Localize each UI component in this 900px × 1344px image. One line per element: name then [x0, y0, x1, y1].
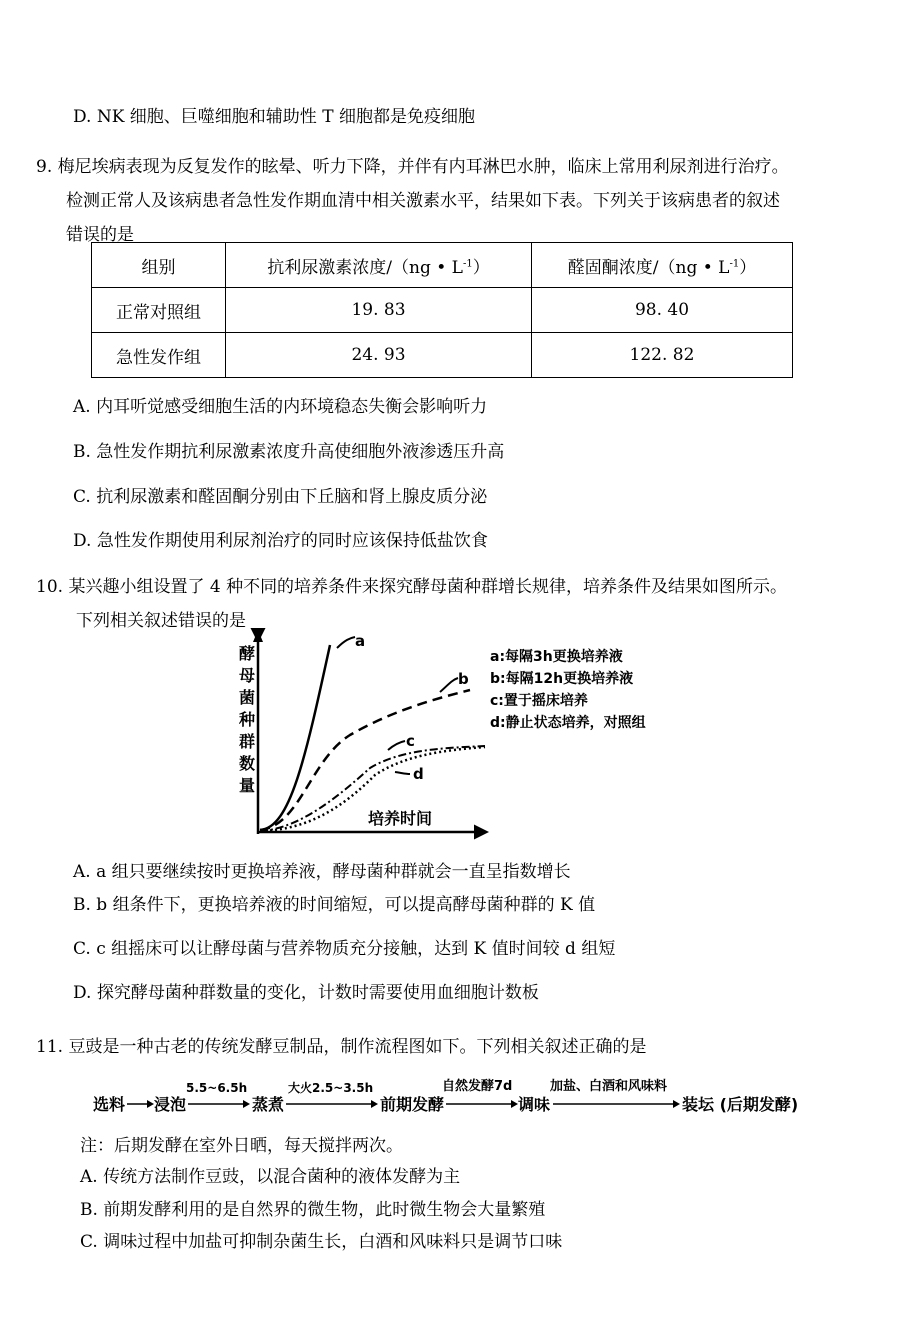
curve-a-label: a [355, 632, 366, 650]
curve-c-label: c [406, 732, 415, 750]
header-group: 组别 [92, 243, 226, 288]
q10-option-c: C. c 组摇床可以让酵母菌与营养物质充分接触，达到 K 值时间较 d 组短 [73, 939, 616, 959]
q10-option-d: D. 探究酵母菌种群数量的变化，计数时需要使用血细胞计数板 [73, 983, 539, 1003]
curve-b-label: b [458, 670, 469, 688]
flow-arrow-head [673, 1100, 680, 1108]
flow-step: 浸泡 [154, 1095, 187, 1114]
legend-b: b:每隔12h更换培养液 [490, 671, 634, 687]
flow-step: 装坛 (后期发酵) [682, 1095, 799, 1114]
q9-option-a: A. 内耳听觉感受细胞生活的内环境稳态失衡会影响听力 [73, 397, 488, 417]
curve-b-pointer [440, 678, 458, 692]
curve-b [260, 690, 470, 830]
curve-a [260, 645, 330, 830]
flow-arrow-head [511, 1100, 518, 1108]
legend-a: a:每隔3h更换培养液 [490, 649, 623, 665]
cell-group: 正常对照组 [92, 288, 226, 333]
cell-group: 急性发作组 [92, 333, 226, 378]
cell-ald: 122. 82 [532, 333, 793, 378]
q10-stem-line1: 10. 某兴趣小组设置了 4 种不同的培养条件来探究酵母菌种群增长规律，培养条件及结果如图所示。 [36, 577, 788, 597]
cell-adh: 24. 93 [226, 333, 532, 378]
q9-stem-line1: 9. 梅尼埃病表现为反复发作的眩晕、听力下降，并伴有内耳淋巴水肿，临床上常用利尿剂进行治疗。 [36, 157, 789, 177]
cell-adh: 19. 83 [226, 288, 532, 333]
flow-arrow-head [371, 1100, 378, 1108]
q11-option-c: C. 调味过程中加盐可抑制杂菌生长，白酒和风味料只是调节口味 [80, 1232, 563, 1252]
curve-d-label: d [413, 765, 424, 783]
q9-option-b: B. 急性发作期抗利尿激素浓度升高使细胞外液渗透压升高 [73, 442, 505, 462]
ylabel-char: 菌 [239, 688, 256, 707]
q9-stem-line2: 检测正常人及该病患者急性发作期血清中相关激素水平，结果如下表。下列关于该病患者的叙述 [66, 191, 780, 211]
q9-stem-line3: 错误的是 [66, 225, 134, 245]
y-axis-arrow [253, 630, 263, 642]
flow-arrow-label: 5.5~6.5h [186, 1081, 248, 1095]
ylabel-char: 母 [239, 666, 256, 685]
curve-c-pointer [388, 741, 405, 750]
legend-d: d:静止状态培养，对照组 [490, 715, 646, 731]
q11-option-a: A. 传统方法制作豆豉，以混合菌种的液体发酵为主 [80, 1167, 461, 1187]
q11-option-b: B. 前期发酵利用的是自然界的微生物，此时微生物会大量繁殖 [80, 1200, 546, 1220]
ylabel-char: 种 [239, 710, 256, 729]
header-adh-text: 抗利尿激素浓度/（ng • L [267, 257, 463, 278]
q11-stem: 11. 豆豉是一种古老的传统发酵豆制品，制作流程图如下。下列相关叙述正确的是 [36, 1037, 647, 1057]
cell-ald: 98. 40 [532, 288, 793, 333]
flow-step: 调味 [518, 1095, 551, 1114]
flow-step: 选料 [93, 1095, 126, 1114]
header-adh-sup: -1 [462, 257, 473, 269]
q9-option-c: C. 抗利尿激素和醛固酮分别由下丘脑和肾上腺皮质分泌 [73, 487, 488, 507]
flow-arrow-label: 大火2.5~3.5h [288, 1081, 374, 1095]
flow-arrow-label: 加盐、白酒和风味料 [550, 1079, 668, 1094]
curve-a-pointer [337, 637, 355, 648]
q10-option-b: B. b 组条件下，更换培养液的时间缩短，可以提高酵母菌种群的 K 值 [73, 895, 596, 915]
flow-arrow-head [147, 1100, 154, 1108]
flow-arrow-head [243, 1100, 250, 1108]
ylabel-char: 数 [239, 754, 256, 773]
header-ald-close: ） [739, 257, 757, 278]
header-ald-text: 醛固酮浓度/（ng • L [567, 257, 730, 278]
q8-option-d: D. NK 细胞、巨噬细胞和辅助性 T 细胞都是免疫细胞 [73, 107, 475, 127]
q11-note: 注：后期发酵在室外日晒，每天搅拌两次。 [80, 1136, 403, 1156]
flow-arrow-label: 自然发酵7d [442, 1079, 513, 1094]
ylabel-char: 群 [239, 732, 256, 751]
ylabel-char: 量 [239, 776, 256, 795]
q10-option-a: A. a 组只要继续按时更换培养液，酵母菌种群就会一直呈指数增长 [73, 862, 571, 882]
ylabel-char: 酵 [239, 644, 256, 663]
curve-d-pointer [395, 772, 410, 774]
production-flow [93, 1078, 798, 1114]
q9-option-d: D. 急性发作期使用利尿剂治疗的同时应该保持低盐饮食 [73, 531, 488, 551]
q10-stem-line2: 下列相关叙述错误的是 [76, 611, 246, 631]
header-ald-sup: -1 [729, 257, 740, 269]
legend-c: c:置于摇床培养 [490, 693, 588, 709]
header-adh-close: ） [472, 257, 490, 278]
xlabel: 培养时间 [368, 809, 433, 828]
flow-step: 前期发酵 [380, 1095, 445, 1114]
flow-step: 蒸煮 [252, 1095, 285, 1114]
